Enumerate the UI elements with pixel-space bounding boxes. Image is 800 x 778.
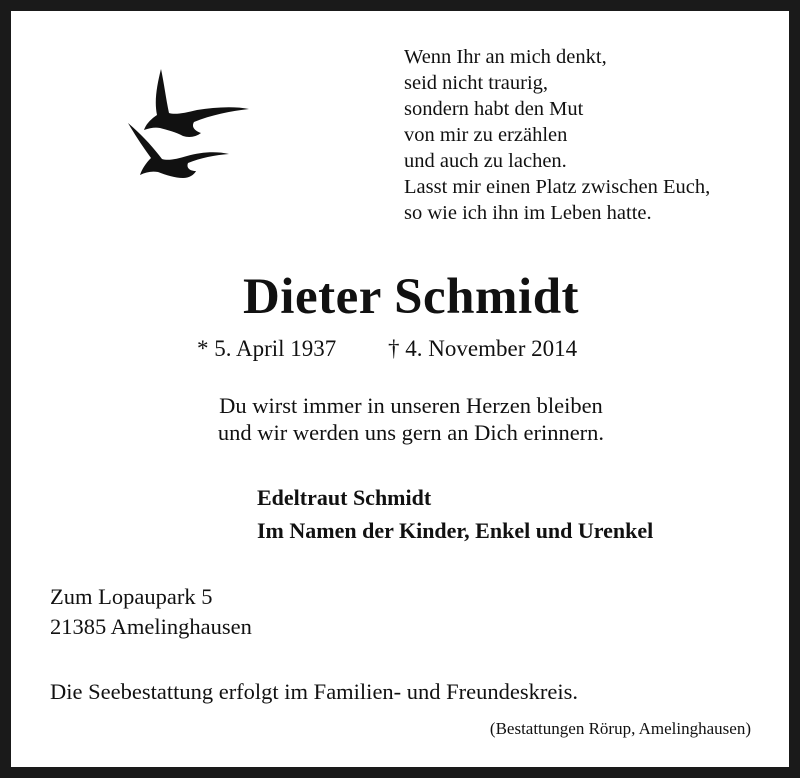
poem-line: so wie ich ihn im Leben hatte.	[404, 202, 652, 224]
two-flying-birds-icon	[123, 67, 253, 185]
signer-name: Edeltraut Schmidt	[257, 485, 432, 510]
remembrance-text	[11, 392, 800, 446]
signers	[257, 481, 653, 547]
birth-date: * 5. April 1937	[197, 336, 337, 361]
poem-line: sondern habt den Mut	[404, 98, 584, 120]
poem-line: Lasst mir einen Platz zwischen Euch,	[404, 176, 711, 198]
death-date: † 4. November 2014	[388, 336, 578, 361]
upper-bird-icon	[144, 69, 249, 137]
address-street: Zum Lopaupark 5	[50, 584, 213, 609]
deceased-name: Dieter Schmidt	[242, 269, 580, 325]
undertaker-credit: (Bestattungen Rörup, Amelinghausen)	[489, 719, 751, 738]
address-city: 21385 Amelinghausen	[50, 614, 252, 639]
burial-note: Die Seebestattung erfolgt im Familien- und Freundeskreis.	[50, 679, 579, 704]
poem	[404, 44, 784, 226]
poem-line: von mir zu erzählen	[404, 124, 568, 146]
remembrance-line: und wir werden uns gern an Dich erinnern.	[217, 420, 605, 445]
signer-family: Im Namen der Kinder, Enkel und Urenkel	[257, 518, 654, 543]
life-dates	[197, 334, 577, 364]
poem-line: und auch zu lachen.	[404, 150, 567, 172]
poem-line: seid nicht traurig,	[404, 72, 549, 94]
remembrance-line: Du wirst immer in unseren Herzen bleiben	[219, 393, 603, 418]
poem-line: Wenn Ihr an mich denkt,	[404, 46, 607, 68]
address	[50, 582, 252, 642]
